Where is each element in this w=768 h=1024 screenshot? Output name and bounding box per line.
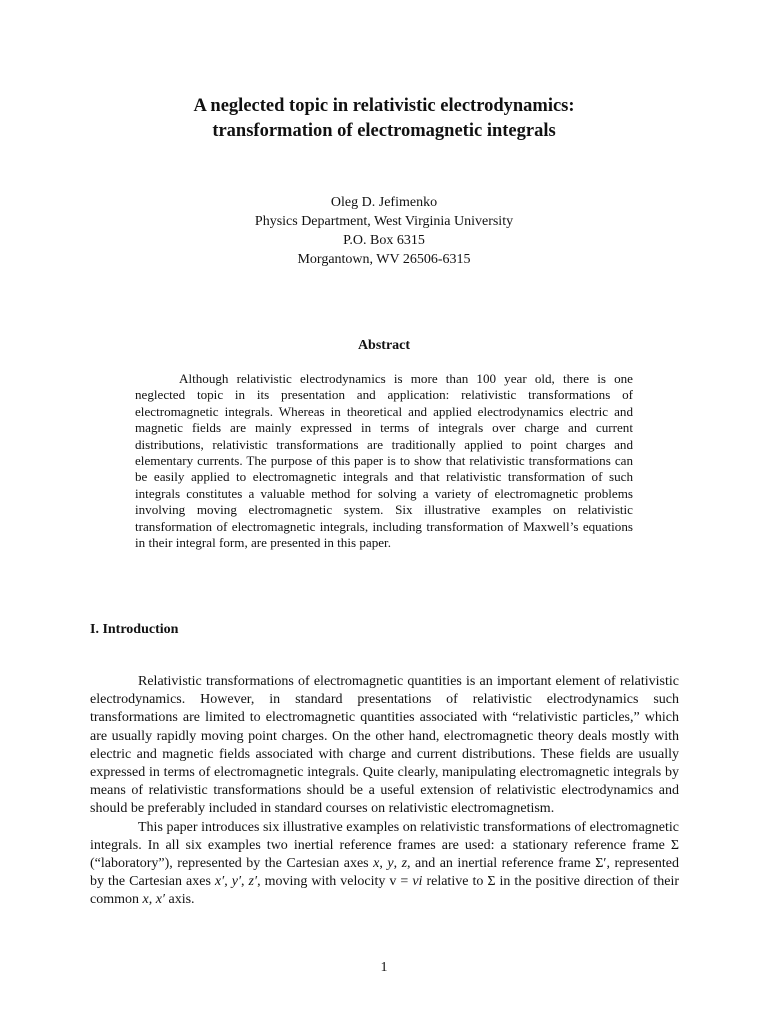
abstract-paragraph: Although relativistic electrodynamics is more than 100 year old, there is one neglected topic in its presentation and application: relativistic transformations of electromagnetic integrals. Whereas in theoretical and applied electrodynamics electric and magnetic fields are mainly expressed in terms of integrals over charge and current distributions, relativistic transformations are traditionally applied to point charges and elementary currents. The purpose of this paper is to show that relativistic transformations can be easily applied to electromagnetic integrals and that relativistic transformation of such integrals constitutes a valuable method for solving a variety of electromagnetic problems involving moving electromagnetic system. Six illustrative examples on relativistic transformation of electromagnetic integrals, including transformation of Maxwell’s equations in their integral form, are presented in this paper. [135, 371, 633, 551]
p2-sep-4: , [241, 874, 249, 890]
author-department: Physics Department, West Virginia University [254, 214, 514, 229]
axis-x-prime: x′ [214, 874, 225, 890]
p2-text-d: relative to Σ in the positive direction of their common [90, 874, 680, 908]
body-paragraph-1: Relativistic transformations of electromagnetic quantities is an important element of relativistic electrodynamics. However, in standard presentations of relativistic electrodynamics such transformations are limited to electromagnetic quantities associated with “relativistic particles,” which are usually rapidly moving point charges. On the other hand, electromagnetic theory deals mostly with electric and magnetic fields associated with charge and current distributions. These fields are usually expressed in terms of electromagnetic integrals. Quite clearly, manipulating electromagnetic integrals by means of relativistic transformations should be a useful extension of relativistic electrodynamics and should be preferably included in standard courses on relativistic electromagnetism. [90, 674, 679, 817]
velocity-vector: vi [412, 874, 423, 890]
author-address-2: Morgantown, WV 26506-6315 [297, 252, 471, 267]
author-block [0, 193, 768, 269]
axis-y: y [387, 856, 394, 872]
p2-sep-3: , [224, 874, 232, 890]
p2-sep-1: , [379, 856, 388, 872]
p2-text-c: , moving with velocity v = [257, 874, 413, 890]
author-name: Oleg D. Jefimenko [330, 195, 438, 210]
axis-z-prime: z′ [248, 874, 258, 890]
title-line-2: transformation of electromagnetic integrals [212, 121, 556, 141]
section-heading: I. Introduction [90, 622, 179, 637]
p2-sep-2: , [393, 856, 402, 872]
body-paragraph-2 [90, 819, 679, 910]
p2-text-b: , and an inertial reference frame Σ′, represented by the Cartesian axes [90, 856, 679, 890]
page-number: 1 [380, 960, 388, 975]
title-line-1: A neglected topic in relativistic electrodynamics: [193, 96, 575, 116]
p2-text-a: This paper introduces six illustrative examples on relativistic transformations of electromagnetic integrals. In all six examples two inertial reference frames are used: a stationary reference frame Σ (“laboratory”), represented by the Cartesian axes [90, 819, 679, 872]
common-axes: x, x′ [142, 892, 165, 908]
abstract-heading: Abstract [357, 338, 411, 353]
section-body [90, 673, 679, 910]
paper-title [0, 94, 768, 144]
abstract-body [135, 371, 633, 551]
p2-text-e: axis. [165, 892, 195, 908]
axis-z: z [401, 856, 408, 872]
axis-x: x [373, 856, 380, 872]
axis-y-prime: y′ [231, 874, 242, 890]
author-address-1: P.O. Box 6315 [343, 233, 425, 248]
